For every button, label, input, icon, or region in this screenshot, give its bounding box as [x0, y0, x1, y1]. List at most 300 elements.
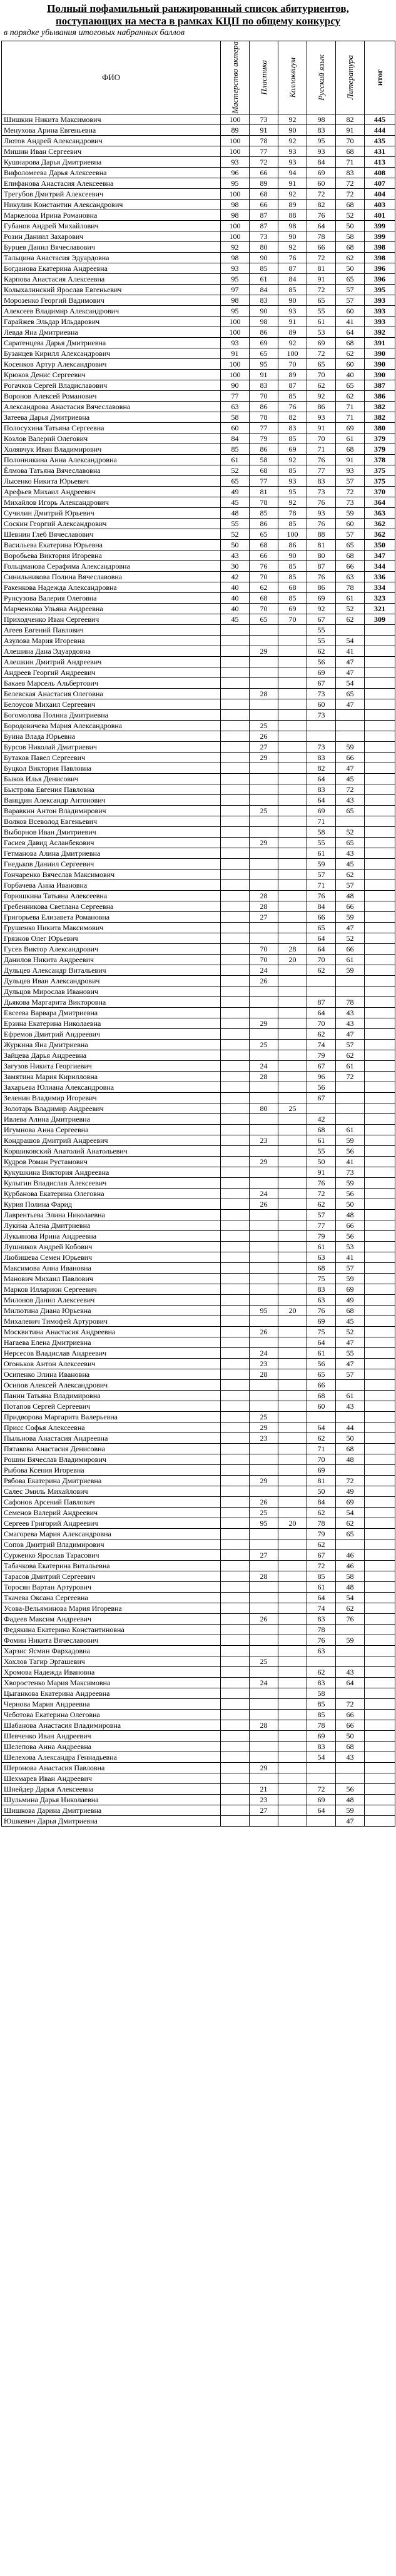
cell-plastic: 23 — [250, 1433, 278, 1444]
cell-colloquium — [278, 1688, 307, 1699]
cell-russian: 76 — [307, 1306, 336, 1316]
cell-total — [365, 1816, 395, 1827]
cell-russian: 56 — [307, 1082, 336, 1093]
cell-colloquium — [278, 933, 307, 944]
table-row — [2, 178, 395, 189]
table-row — [2, 487, 395, 497]
document-title — [0, 0, 396, 28]
table-row — [2, 1518, 395, 1529]
cell-literature: 71 — [336, 157, 365, 168]
cell-plastic — [250, 1114, 278, 1125]
cell-name: Ткачева Оксана Сергеевна — [2, 1593, 221, 1603]
cell-acting: 40 — [221, 604, 250, 614]
cell-name: Зеленин Владимир Игоревич — [2, 1093, 221, 1103]
cell-colloquium — [278, 838, 307, 848]
cell-plastic — [250, 1603, 278, 1614]
cell-name: Богданова Екатерина Андреевна — [2, 263, 221, 274]
cell-total: 382 — [365, 402, 395, 412]
cell-literature: 54 — [336, 1593, 365, 1603]
cell-literature: 43 — [336, 795, 365, 806]
cell-acting — [221, 933, 250, 944]
cell-colloquium: 92 — [278, 189, 307, 200]
cell-colloquium: 89 — [278, 327, 307, 338]
cell-russian: 74 — [307, 1603, 336, 1614]
cell-name: Усова-Вельяминова Мария Игоревна — [2, 1603, 221, 1614]
cell-acting — [221, 721, 250, 731]
cell-colloquium: 93 — [278, 146, 307, 157]
cell-literature: 71 — [336, 402, 365, 412]
cell-literature: 44 — [336, 1422, 365, 1433]
cell-colloquium — [278, 1018, 307, 1029]
header-russian-label: Русский язык — [316, 54, 326, 101]
cell-acting — [221, 1178, 250, 1189]
cell-plastic: 29 — [250, 646, 278, 657]
cell-plastic — [250, 1752, 278, 1763]
table-row — [2, 125, 395, 136]
cell-literature: 71 — [336, 412, 365, 423]
cell-colloquium — [278, 795, 307, 806]
cell-acting — [221, 1646, 250, 1656]
cell-literature: 61 — [336, 1061, 365, 1072]
cell-total — [365, 1518, 395, 1529]
cell-total — [365, 870, 395, 880]
cell-total — [365, 1486, 395, 1497]
cell-acting — [221, 1465, 250, 1476]
cell-total — [365, 1040, 395, 1050]
table-row — [2, 1805, 395, 1816]
cell-total — [365, 933, 395, 944]
cell-total: 408 — [365, 168, 395, 178]
table-row — [2, 636, 395, 646]
cell-colloquium — [278, 1242, 307, 1252]
cell-name: Коршиковский Анатолий Анатольевич — [2, 1146, 221, 1157]
cell-plastic: 66 — [250, 550, 278, 561]
cell-total — [365, 1316, 395, 1327]
cell-colloquium: 92 — [278, 455, 307, 465]
cell-total — [365, 1029, 395, 1040]
cell-name: Михалевич Тимофей Артурович — [2, 1316, 221, 1327]
cell-total — [365, 997, 395, 1008]
cell-russian: 62 — [307, 380, 336, 391]
cell-acting — [221, 827, 250, 838]
cell-literature: 78 — [336, 997, 365, 1008]
cell-name: Воронов Алексей Романович — [2, 391, 221, 402]
cell-total: 347 — [365, 550, 395, 561]
cell-plastic: 78 — [250, 497, 278, 508]
cell-colloquium — [278, 1763, 307, 1773]
cell-acting — [221, 1784, 250, 1795]
cell-total — [365, 795, 395, 806]
cell-russian: 66 — [307, 242, 336, 253]
cell-literature: 59 — [336, 1274, 365, 1284]
cell-plastic: 77 — [250, 423, 278, 434]
cell-total: 336 — [365, 572, 395, 582]
cell-russian: 66 — [307, 1380, 336, 1391]
cell-literature: 69 — [336, 1497, 365, 1508]
cell-russian: 71 — [307, 1444, 336, 1454]
cell-name: Любишева Семен Юрьевич — [2, 1252, 221, 1263]
cell-acting — [221, 1337, 250, 1348]
table-row — [2, 976, 395, 986]
cell-russian: 67 — [307, 1550, 336, 1561]
cell-acting: 91 — [221, 348, 250, 359]
cell-total: 393 — [365, 295, 395, 306]
cell-literature: 56 — [336, 1784, 365, 1795]
table-row — [2, 1167, 395, 1178]
cell-name: Арефьев Михаил Андреевич — [2, 487, 221, 497]
cell-russian: 71 — [307, 880, 336, 891]
cell-name: Шелехова Александра Геннадьевна — [2, 1752, 221, 1763]
cell-russian: 79 — [307, 1231, 336, 1242]
cell-acting: 40 — [221, 593, 250, 604]
cell-literature: 50 — [336, 1731, 365, 1742]
cell-acting — [221, 1539, 250, 1550]
cell-name: Бородовичева Мария Александровна — [2, 721, 221, 731]
cell-total — [365, 1189, 395, 1199]
cell-literature: 62 — [336, 1050, 365, 1061]
cell-name: Маркелова Ирина Романовна — [2, 210, 221, 221]
cell-plastic: 72 — [250, 157, 278, 168]
cell-name: Курия Полина Фарид — [2, 1199, 221, 1210]
cell-literature: 50 — [336, 263, 365, 274]
cell-name: Панин Татьяна Владимировна — [2, 1391, 221, 1401]
cell-name: Журкина Яна Дмитриевна — [2, 1040, 221, 1050]
header-colloquium-label: Коллоквиум — [287, 57, 297, 98]
cell-literature: 65 — [336, 806, 365, 816]
cell-literature: 47 — [336, 657, 365, 667]
cell-plastic — [250, 1210, 278, 1220]
cell-acting: 63 — [221, 402, 250, 412]
cell-total: 380 — [365, 423, 395, 434]
cell-total — [365, 1103, 395, 1114]
cell-colloquium — [278, 1816, 307, 1827]
table-row — [2, 625, 395, 636]
cell-literature: 65 — [336, 689, 365, 699]
cell-name: Гарайжев Эльдар Ильдарович — [2, 317, 221, 327]
cell-name: Полонникина Анна Александровна — [2, 455, 221, 465]
cell-russian: 81 — [307, 540, 336, 550]
cell-russian: 63 — [307, 1252, 336, 1263]
table-row — [2, 880, 395, 891]
cell-acting — [221, 1114, 250, 1125]
cell-acting: 97 — [221, 285, 250, 295]
cell-literature: 68 — [336, 1306, 365, 1316]
table-row — [2, 1529, 395, 1539]
cell-colloquium — [278, 1444, 307, 1454]
cell-russian: 76 — [307, 572, 336, 582]
cell-colloquium — [278, 1784, 307, 1795]
cell-total — [365, 1072, 395, 1082]
cell-literature: 66 — [336, 944, 365, 955]
cell-name: Хромова Надежда Ивановна — [2, 1667, 221, 1678]
cell-acting — [221, 848, 250, 859]
cell-total — [365, 859, 395, 870]
table-row — [2, 689, 395, 699]
cell-name: Бурсов Николай Дмитриевич — [2, 742, 221, 753]
cell-acting — [221, 689, 250, 699]
cell-name: Гольцманова Серафима Александровна — [2, 561, 221, 572]
cell-russian: 70 — [307, 955, 336, 965]
cell-russian: 68 — [307, 1125, 336, 1135]
cell-acting — [221, 1135, 250, 1146]
cell-plastic — [250, 1220, 278, 1231]
cell-acting: 45 — [221, 614, 250, 625]
cell-name: Придворова Маргарита Валерьевна — [2, 1412, 221, 1422]
cell-total: 363 — [365, 508, 395, 519]
cell-russian: 87 — [307, 561, 336, 572]
cell-literature: 57 — [336, 295, 365, 306]
cell-total: 344 — [365, 561, 395, 572]
cell-acting: 42 — [221, 572, 250, 582]
cell-plastic: 87 — [250, 210, 278, 221]
table-row — [2, 1710, 395, 1720]
cell-literature: 60 — [336, 359, 365, 370]
cell-colloquium: 91 — [278, 178, 307, 189]
table-row — [2, 582, 395, 593]
cell-acting — [221, 774, 250, 784]
cell-colloquium: 100 — [278, 529, 307, 540]
cell-total — [365, 784, 395, 795]
cell-literature — [336, 1763, 365, 1773]
cell-plastic: 28 — [250, 1720, 278, 1731]
cell-colloquium — [278, 1656, 307, 1667]
cell-literature: 72 — [336, 784, 365, 795]
cell-acting — [221, 912, 250, 923]
cell-acting — [221, 1231, 250, 1242]
table-row — [2, 1125, 395, 1135]
cell-colloquium — [278, 1454, 307, 1465]
cell-acting — [221, 944, 250, 955]
cell-colloquium: 92 — [278, 114, 307, 125]
cell-russian: 78 — [307, 1625, 336, 1635]
table-row — [2, 1582, 395, 1593]
cell-acting — [221, 1816, 250, 1827]
table-row — [2, 1306, 395, 1316]
table-row — [2, 1635, 395, 1646]
cell-plastic — [250, 1401, 278, 1412]
cell-total — [365, 1178, 395, 1189]
cell-russian: 84 — [307, 1497, 336, 1508]
cell-literature: 59 — [336, 508, 365, 519]
cell-total — [365, 753, 395, 763]
table-row — [2, 753, 395, 763]
cell-plastic: 73 — [250, 114, 278, 125]
cell-total: 390 — [365, 359, 395, 370]
table-row — [2, 614, 395, 625]
cell-colloquium: 86 — [278, 540, 307, 550]
cell-acting — [221, 1018, 250, 1029]
cell-total — [365, 1210, 395, 1220]
cell-total — [365, 1284, 395, 1295]
cell-total: 362 — [365, 529, 395, 540]
cell-colloquium — [278, 1263, 307, 1274]
cell-russian: 72 — [307, 1784, 336, 1795]
cell-plastic: 84 — [250, 285, 278, 295]
cell-colloquium: 85 — [278, 285, 307, 295]
cell-plastic: 29 — [250, 1157, 278, 1167]
cell-name: Федякина Екатерина Константиновна — [2, 1625, 221, 1635]
cell-colloquium: 88 — [278, 210, 307, 221]
cell-literature: 65 — [336, 838, 365, 848]
table-row — [2, 550, 395, 561]
cell-literature: 69 — [336, 423, 365, 434]
cell-total — [365, 806, 395, 816]
cell-russian: 79 — [307, 1529, 336, 1539]
cell-colloquium — [278, 1571, 307, 1582]
cell-literature: 66 — [336, 561, 365, 572]
cell-russian: 54 — [307, 1752, 336, 1763]
cell-total — [365, 1476, 395, 1486]
table-row — [2, 1763, 395, 1773]
cell-name: Алешкин Дмитрий Андреевич — [2, 657, 221, 667]
cell-total — [365, 1646, 395, 1656]
table-row — [2, 1550, 395, 1561]
cell-name: Присс Софья Алексеевна — [2, 1422, 221, 1433]
cell-acting — [221, 1252, 250, 1263]
cell-colloquium: 25 — [278, 1103, 307, 1114]
table-row — [2, 1752, 395, 1763]
cell-total — [365, 1582, 395, 1593]
table-row — [2, 285, 395, 295]
cell-acting — [221, 1795, 250, 1805]
cell-literature: 48 — [336, 1454, 365, 1465]
cell-colloquium: 89 — [278, 370, 307, 380]
table-row — [2, 370, 395, 380]
cell-literature: 54 — [336, 678, 365, 689]
cell-total — [365, 986, 395, 997]
cell-colloquium: 89 — [278, 200, 307, 210]
cell-literature: 45 — [336, 859, 365, 870]
cell-name: Лаврентьева Элина Николаевна — [2, 1210, 221, 1220]
cell-acting — [221, 923, 250, 933]
cell-plastic: 80 — [250, 1103, 278, 1114]
cell-colloquium — [278, 1561, 307, 1571]
table-row — [2, 816, 395, 827]
cell-plastic — [250, 1029, 278, 1040]
cell-name: Бутаков Павел Сергеевич — [2, 753, 221, 763]
cell-total — [365, 1391, 395, 1401]
cell-russian: 65 — [307, 1369, 336, 1380]
cell-colloquium: 92 — [278, 136, 307, 146]
cell-plastic: 65 — [250, 529, 278, 540]
cell-plastic — [250, 1093, 278, 1103]
cell-total — [365, 1231, 395, 1242]
cell-colloquium — [278, 678, 307, 689]
table-row — [2, 1444, 395, 1454]
cell-total: 309 — [365, 614, 395, 625]
cell-colloquium — [278, 1773, 307, 1784]
table-row — [2, 1114, 395, 1125]
header-russian — [307, 41, 336, 114]
cell-acting — [221, 1742, 250, 1752]
table-row — [2, 412, 395, 423]
cell-name: Кондрашов Дмитрий Андреевич — [2, 1135, 221, 1146]
cell-name: Милютина Диана Юрьевна — [2, 1306, 221, 1316]
cell-colloquium — [278, 1720, 307, 1731]
cell-colloquium — [278, 774, 307, 784]
cell-total — [365, 816, 395, 827]
cell-russian: 50 — [307, 1157, 336, 1167]
cell-plastic: 24 — [250, 1189, 278, 1199]
cell-literature: 66 — [336, 1710, 365, 1720]
cell-acting — [221, 1603, 250, 1614]
cell-russian: 70 — [307, 1454, 336, 1465]
cell-total — [365, 912, 395, 923]
cell-plastic: 87 — [250, 221, 278, 231]
cell-total — [365, 646, 395, 657]
cell-literature — [336, 1539, 365, 1550]
cell-russian: 95 — [307, 136, 336, 146]
cell-total — [365, 1752, 395, 1763]
cell-total — [365, 1444, 395, 1454]
cell-colloquium — [278, 1135, 307, 1146]
cell-name: Тальцина Анастасия Эдуардовна — [2, 253, 221, 263]
table-row — [2, 1072, 395, 1082]
cell-name: Гетманова Алина Дмитриевна — [2, 848, 221, 859]
cell-literature: 57 — [336, 1369, 365, 1380]
cell-russian: 83 — [307, 753, 336, 763]
cell-colloquium — [278, 1699, 307, 1710]
cell-literature: 65 — [336, 1529, 365, 1539]
cell-colloquium — [278, 1008, 307, 1018]
cell-russian: 64 — [307, 933, 336, 944]
cell-acting — [221, 1497, 250, 1508]
cell-plastic: 77 — [250, 476, 278, 487]
cell-name: Никулин Константин Александрович — [2, 200, 221, 210]
cell-literature: 66 — [336, 1220, 365, 1231]
cell-name: Игумнова Анна Сергеевна — [2, 1125, 221, 1135]
cell-russian — [307, 731, 336, 742]
cell-russian: 65 — [307, 295, 336, 306]
cell-literature: 43 — [336, 1008, 365, 1018]
cell-plastic — [250, 1699, 278, 1710]
cell-plastic: 26 — [250, 976, 278, 986]
cell-acting — [221, 1561, 250, 1571]
cell-name: Сучилин Дмитрий Юрьевич — [2, 508, 221, 519]
cell-acting — [221, 955, 250, 965]
table-row — [2, 1720, 395, 1731]
cell-russian: 83 — [307, 125, 336, 136]
cell-colloquium — [278, 986, 307, 997]
cell-plastic: 26 — [250, 1497, 278, 1508]
cell-literature: 72 — [336, 1476, 365, 1486]
cell-russian: 83 — [307, 1742, 336, 1752]
cell-russian: 80 — [307, 550, 336, 561]
cell-acting — [221, 1093, 250, 1103]
cell-name: Шишкова Дарина Дмитриевна — [2, 1805, 221, 1816]
cell-literature: 47 — [336, 699, 365, 710]
cell-total: 396 — [365, 263, 395, 274]
cell-literature: 43 — [336, 1401, 365, 1412]
cell-colloquium — [278, 1348, 307, 1359]
table-row — [2, 1369, 395, 1380]
cell-plastic — [250, 1486, 278, 1497]
cell-colloquium — [278, 1422, 307, 1433]
cell-colloquium: 85 — [278, 561, 307, 572]
cell-plastic: 83 — [250, 380, 278, 391]
table-row — [2, 391, 395, 402]
cell-literature: 61 — [336, 1391, 365, 1401]
cell-colloquium: 92 — [278, 497, 307, 508]
table-row — [2, 1210, 395, 1220]
cell-acting — [221, 1029, 250, 1040]
cell-russian: 69 — [307, 593, 336, 604]
table-row — [2, 423, 395, 434]
cell-plastic: 79 — [250, 434, 278, 444]
table-row — [2, 1571, 395, 1582]
cell-name: Буцкол Виктория Павловна — [2, 763, 221, 774]
cell-colloquium — [278, 1178, 307, 1189]
